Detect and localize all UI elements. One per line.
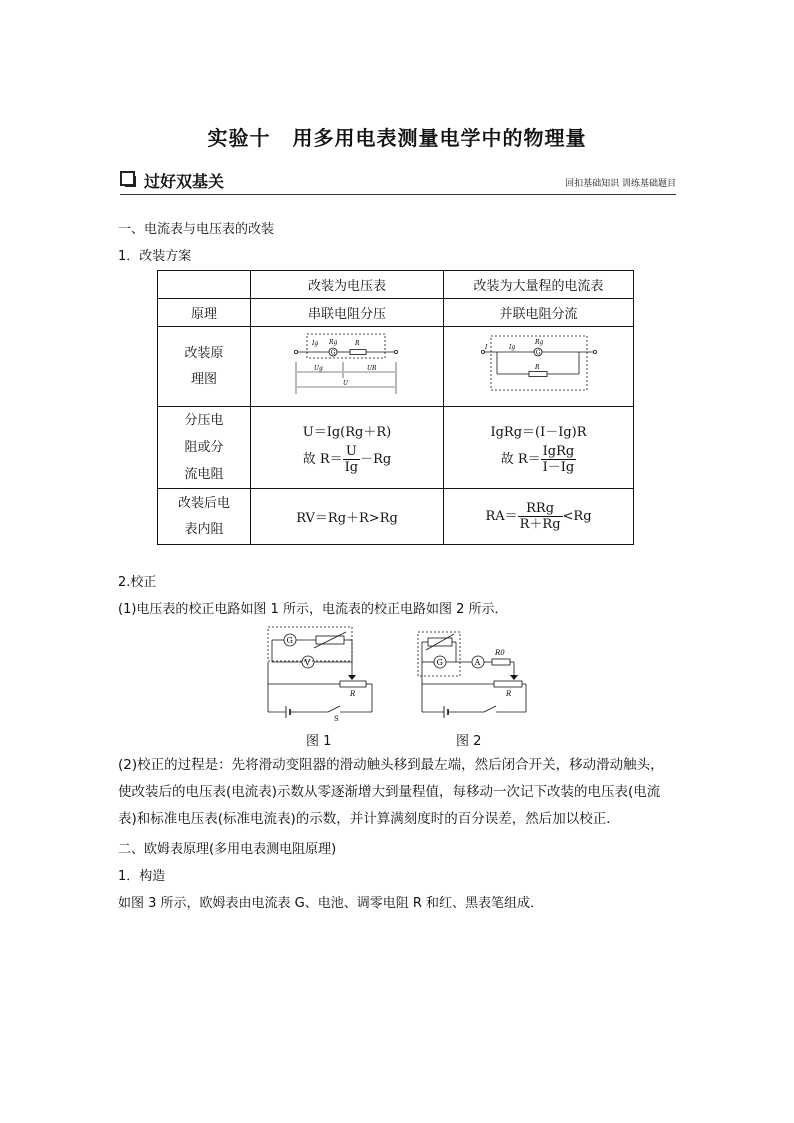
- ammeter-diagram-cell: [444, 327, 634, 407]
- table-corner: [158, 271, 251, 299]
- table-header-voltmeter: 改装为电压表: [251, 271, 444, 299]
- ammeter-resistor-formula: [444, 407, 634, 489]
- v-res-num: U: [343, 444, 360, 460]
- ug-label: Ug: [314, 364, 323, 372]
- section-square-icon: [120, 171, 136, 187]
- heading-2: 二、欧姆表原理(多用电表测电阻原理): [118, 842, 337, 857]
- modification-table: [157, 270, 634, 545]
- v-res-prefix: 故 R＝: [302, 451, 343, 467]
- section-label: 过好双基关: [144, 172, 225, 191]
- resistor-icon: [529, 371, 547, 376]
- row-resistor-label: [158, 407, 251, 489]
- row-diagram-label: [158, 327, 251, 407]
- ur-label: UR: [367, 364, 377, 372]
- r0-resistor-icon: [492, 659, 510, 665]
- title-part-2: 用多用电表测量电学中的物理量: [292, 126, 587, 150]
- v-res-den: Ig: [344, 459, 359, 475]
- v-res-fraction: [343, 444, 360, 475]
- g-symbol: G: [286, 636, 293, 645]
- row-resistor-label-3: 流电阻: [184, 467, 224, 482]
- a-int-den: R＋Rg: [519, 517, 561, 532]
- row-resistor-label-2: 阻或分: [184, 440, 224, 455]
- voltmeter-resistance: [251, 444, 443, 475]
- a-res-prefix: 故 R＝: [500, 451, 541, 467]
- i-label: I: [484, 343, 487, 351]
- a-res-fraction: [541, 444, 577, 475]
- figure-1-circuit: [260, 624, 380, 724]
- row-internal-label-1: 改装后电: [177, 495, 230, 511]
- slide-rheostat-icon: [494, 681, 522, 687]
- ig-label: Ig: [508, 343, 515, 351]
- voltmeter-diagram-cell: [251, 327, 444, 407]
- g-symbol: G: [535, 349, 541, 356]
- principle-ammeter: 并联电阻分流: [444, 299, 634, 327]
- row-resistor-label-1: 分压电: [184, 413, 224, 428]
- u-label: U: [343, 379, 349, 387]
- title-part-1: 实验十: [207, 126, 271, 150]
- heading-1-1: 1．改装方案: [118, 249, 192, 264]
- row-principle-label: 原理: [158, 299, 251, 327]
- a-int-prefix: RA＝: [485, 509, 518, 524]
- r-label: R: [350, 690, 356, 698]
- figure-1-caption: 图 1: [306, 734, 332, 749]
- resistor-icon: [350, 349, 366, 354]
- paragraph-2: [118, 752, 678, 833]
- table-header-ammeter: 改装为大量程的电流表: [444, 271, 634, 299]
- section-bar: [120, 168, 676, 195]
- paragraph-1: (1)电压表的校正电路如图 1 所示，电流表的校正电路如图 2 所示．: [118, 602, 508, 617]
- r-label: R: [506, 690, 512, 698]
- figure-2-caption: 图 2: [456, 734, 482, 749]
- a-res-den: I－Ig: [542, 459, 575, 475]
- a-int-num: RRg: [518, 501, 563, 517]
- ig-label: Ig: [312, 339, 319, 347]
- s-label: S: [334, 715, 339, 723]
- voltmeter-equation: U＝Ig(Rg＋R): [302, 424, 392, 440]
- switch-icon: [328, 706, 340, 712]
- r-label: R: [534, 363, 540, 371]
- a-int-fraction: [518, 501, 563, 532]
- a-symbol: A: [474, 658, 481, 667]
- voltmeter-circuit-diagram: [292, 332, 402, 402]
- ammeter-resistance: [444, 444, 633, 475]
- row-internal-label: [158, 489, 251, 545]
- a-res-num: IgRg: [541, 444, 577, 460]
- slide-rheostat-icon: [340, 681, 366, 687]
- r0-label: R0: [495, 649, 505, 657]
- heading-1: 一、电流表与电压表的改装: [118, 222, 275, 237]
- v-res-suffix: －Rg: [360, 451, 392, 467]
- rg-label: Rg: [329, 338, 338, 346]
- heading-1-2: 2.校正: [118, 575, 157, 590]
- paragraph-2-line-1: (2)校正的过程是：先将滑动变阻器的滑动触头移到最左端，然后闭合开关，移动滑动触头，: [118, 757, 664, 773]
- figure-2-circuit: [414, 630, 534, 724]
- voltmeter-internal-resistance: RV＝Rg＋R>Rg: [251, 489, 444, 545]
- paragraph-3: 如图 3 所示，欧姆表由电流表 G、电池、调零电阻 R 和红、黑表笔组成．: [118, 896, 544, 911]
- section-subtitle: 回扣基础知识 训练基础题目: [565, 179, 676, 189]
- v-symbol: V: [304, 658, 311, 667]
- ammeter-equation: IgRg＝(I－Ig)R: [490, 424, 587, 440]
- a-int-suffix: <Rg: [562, 509, 592, 524]
- voltmeter-resistor-formula: [251, 407, 444, 489]
- ammeter-circuit-diagram: [479, 332, 599, 402]
- g-symbol: G: [330, 349, 336, 356]
- row-internal-label-2: 表内阻: [184, 521, 224, 537]
- rg-label: Rg: [534, 338, 543, 346]
- heading-2-1: 1．构造: [118, 869, 166, 884]
- r-label: R: [355, 339, 360, 347]
- ammeter-internal-resistance: [444, 489, 634, 545]
- switch-icon: [484, 706, 496, 712]
- g-symbol: G: [436, 658, 443, 667]
- row-diagram-label-2: 理图: [190, 371, 217, 387]
- row-diagram-label-1: 改装原: [184, 345, 224, 361]
- principle-voltmeter: 串联电阻分压: [251, 299, 444, 327]
- paragraph-2-line-3: 表)和标准电压表(标准电流表)的示数，并计算满刻度时的百分误差，然后加以校正．: [118, 811, 620, 827]
- page-title: [0, 122, 794, 151]
- paragraph-2-line-2: 使改装后的电压表(电流表)示数从零逐渐增大到量程值，每移动一次记下改装的电压表(电流: [118, 784, 661, 800]
